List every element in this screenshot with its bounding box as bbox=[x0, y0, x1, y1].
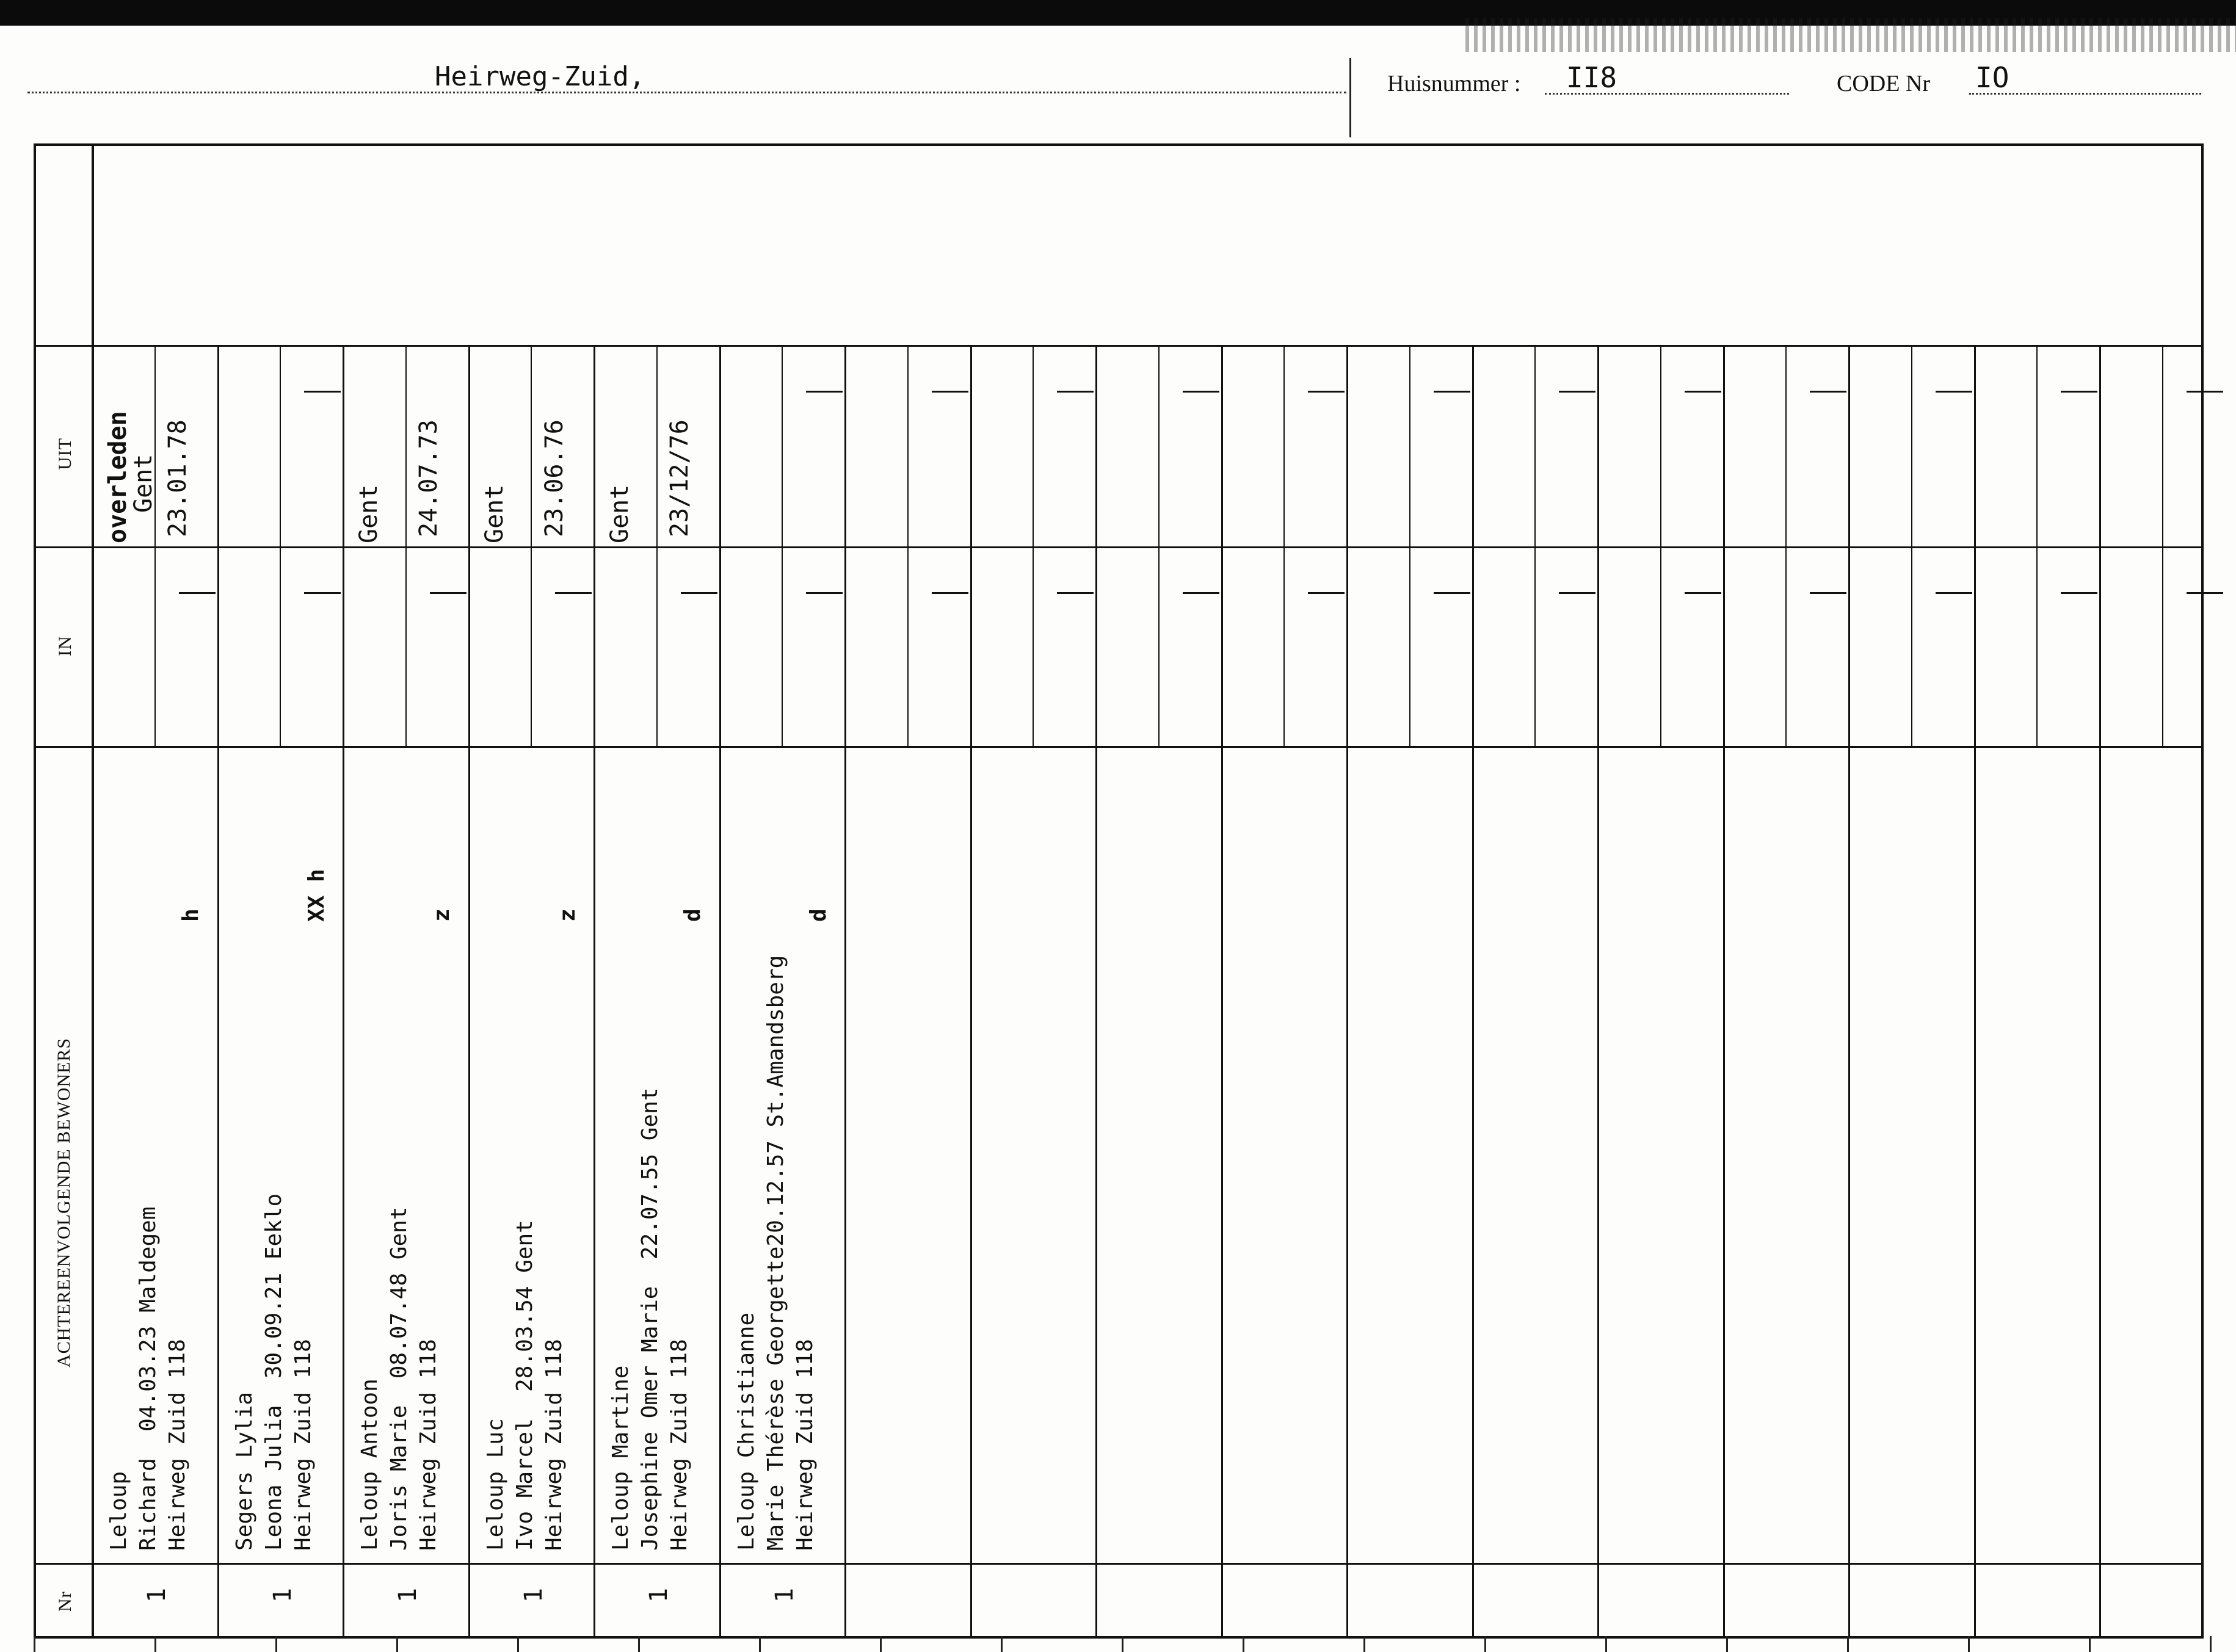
record-nr: 1 bbox=[143, 1587, 172, 1603]
bottom-tick bbox=[2089, 1636, 2091, 1652]
record-nr: 1 bbox=[519, 1587, 548, 1603]
resident-status-code: XX h bbox=[303, 869, 329, 922]
uit-empty-dash bbox=[1559, 391, 1595, 393]
sub-divider bbox=[2162, 345, 2163, 748]
column-divider bbox=[2099, 345, 2101, 1636]
bottom-tick bbox=[517, 1636, 519, 1652]
in-empty-dash bbox=[2061, 592, 2097, 594]
sub-divider bbox=[1158, 345, 1160, 748]
sub-divider bbox=[1911, 345, 1912, 748]
resident-name-line2: Leona Julia 30.09.21 Eeklo bbox=[261, 1193, 286, 1551]
col-header-in: IN bbox=[55, 636, 75, 656]
bottom-tick bbox=[154, 1636, 156, 1652]
resident-name-line2: Josephine Omer Marie 22.07.55 Gent bbox=[637, 1087, 662, 1551]
uit-place: Gent bbox=[480, 484, 509, 543]
row-divider-nr-top bbox=[34, 1563, 2201, 1565]
col-header-residents: ACHTEREENVOLGENDE BEWONERS bbox=[54, 1037, 74, 1368]
bottom-tick bbox=[396, 1636, 398, 1652]
header-dotted-line bbox=[27, 92, 1346, 93]
resident-name-line1: Leloup Christianne bbox=[733, 1312, 759, 1551]
in-empty-dash bbox=[1685, 592, 1721, 594]
resident-address: Heirweg Zuid 118 bbox=[792, 1339, 818, 1551]
uit-empty-dash bbox=[1936, 391, 1972, 393]
resident-address: Heirweg Zuid 118 bbox=[165, 1339, 190, 1551]
sub-divider bbox=[154, 345, 156, 748]
record-nr: 1 bbox=[394, 1587, 423, 1603]
resident-status-code: d bbox=[805, 908, 831, 922]
sub-divider bbox=[531, 345, 532, 748]
table-border-right bbox=[2201, 143, 2204, 1636]
in-empty-dash bbox=[304, 592, 341, 594]
column-divider bbox=[719, 345, 721, 1636]
sub-divider bbox=[280, 345, 281, 748]
resident-name-line2: Richard 04.03.23 Maldegem bbox=[136, 1206, 161, 1551]
col-header-uit: UIT bbox=[55, 438, 75, 470]
resident-status-code: h bbox=[178, 908, 203, 922]
row-divider-res-top bbox=[34, 746, 2201, 748]
uit-empty-dash bbox=[1308, 391, 1345, 393]
bottom-tick bbox=[1605, 1636, 1607, 1652]
bottom-tick bbox=[1484, 1636, 1486, 1652]
row-divider-uit-top bbox=[34, 345, 2201, 347]
column-divider bbox=[1723, 345, 1725, 1636]
resident-name-line1: Segers Lylia bbox=[231, 1391, 257, 1551]
header-separator bbox=[1349, 58, 1351, 137]
label-column-divider bbox=[92, 143, 94, 1636]
uit-date: 23.06.76 bbox=[540, 419, 568, 537]
in-empty-dash bbox=[2187, 592, 2223, 594]
in-empty-dash bbox=[1183, 592, 1219, 594]
uit-place: Gent bbox=[606, 484, 634, 543]
uit-empty-dash bbox=[2061, 391, 2097, 393]
resident-name-line1: Leloup Martine bbox=[608, 1365, 633, 1551]
sub-divider bbox=[1283, 345, 1285, 748]
sub-divider bbox=[907, 345, 909, 748]
bottom-tick bbox=[759, 1636, 761, 1652]
code-label: CODE Nr bbox=[1837, 71, 1931, 96]
column-divider bbox=[217, 345, 219, 1636]
house-number-value: II8 bbox=[1566, 61, 1617, 94]
uit-empty-dash bbox=[1057, 391, 1094, 393]
record-nr: 1 bbox=[770, 1587, 799, 1603]
resident-name-line1: Leloup bbox=[106, 1471, 131, 1551]
house-number-label: Huisnummer : bbox=[1387, 71, 1521, 96]
uit-place: overleden bbox=[104, 411, 132, 543]
sub-divider bbox=[1660, 345, 1661, 748]
sub-divider bbox=[1409, 345, 1410, 748]
uit-date: 24.07.73 bbox=[415, 419, 443, 537]
resident-address: Heirweg Zuid 118 bbox=[541, 1339, 567, 1551]
column-divider bbox=[1974, 345, 1976, 1636]
uit-empty-dash bbox=[932, 391, 968, 393]
uit-empty-dash bbox=[1810, 391, 1846, 393]
column-divider bbox=[1472, 345, 1474, 1636]
uit-date: 23/12/76 bbox=[666, 419, 694, 537]
scan-noise bbox=[1465, 18, 2236, 52]
bottom-tick bbox=[34, 1636, 35, 1652]
table-border-bottom bbox=[34, 1636, 2204, 1639]
code-line bbox=[1969, 93, 2201, 95]
bottom-tick bbox=[1001, 1636, 1003, 1652]
col-header-nr: Nr bbox=[55, 1591, 75, 1612]
bottom-tick bbox=[638, 1636, 640, 1652]
table-border-left bbox=[34, 143, 36, 1636]
resident-name-line1: Leloup Luc bbox=[482, 1418, 508, 1551]
column-divider bbox=[1597, 345, 1599, 1636]
resident-name-line2: Ivo Marcel 28.03.54 Gent bbox=[512, 1220, 537, 1551]
bottom-tick bbox=[1122, 1636, 1123, 1652]
resident-status-code: z bbox=[554, 908, 580, 922]
uit-empty-dash bbox=[1685, 391, 1721, 393]
sub-divider bbox=[405, 345, 407, 748]
column-divider bbox=[1095, 345, 1097, 1636]
uit-date: 23.01.78 bbox=[164, 419, 192, 537]
in-empty-dash bbox=[1434, 592, 1470, 594]
column-divider bbox=[593, 345, 595, 1636]
uit-empty-dash bbox=[1434, 391, 1470, 393]
bottom-tick bbox=[275, 1636, 277, 1652]
column-divider bbox=[343, 345, 344, 1636]
bottom-tick bbox=[2210, 1636, 2212, 1652]
code-value: IO bbox=[1975, 61, 2009, 94]
resident-name-line2: Joris Marie 08.07.48 Gent bbox=[387, 1206, 412, 1551]
bottom-tick bbox=[1363, 1636, 1365, 1652]
sub-divider bbox=[2036, 345, 2038, 748]
in-empty-dash bbox=[1308, 592, 1345, 594]
bottom-tick bbox=[1243, 1636, 1244, 1652]
sub-divider bbox=[782, 345, 783, 748]
resident-address: Heirweg Zuid 118 bbox=[416, 1339, 441, 1551]
bottom-tick bbox=[880, 1636, 882, 1652]
resident-name-line1: Leloup Antoon bbox=[357, 1378, 382, 1551]
in-empty-dash bbox=[555, 592, 592, 594]
resident-status-code: d bbox=[680, 908, 705, 922]
resident-address: Heirweg Zuid 118 bbox=[667, 1339, 692, 1551]
column-divider bbox=[1346, 345, 1348, 1636]
sub-divider bbox=[1033, 345, 1034, 748]
column-divider bbox=[468, 345, 470, 1636]
in-empty-dash bbox=[179, 592, 216, 594]
sub-divider bbox=[1785, 345, 1787, 748]
house-number-line bbox=[1545, 93, 1789, 95]
in-empty-dash bbox=[1559, 592, 1595, 594]
in-empty-dash bbox=[1810, 592, 1846, 594]
record-nr: 1 bbox=[268, 1587, 297, 1603]
uit-empty-dash bbox=[304, 391, 341, 393]
bottom-tick bbox=[1968, 1636, 1970, 1652]
column-divider bbox=[1848, 345, 1850, 1636]
street-name: Heirweg-Zuid, bbox=[435, 61, 645, 92]
bottom-tick bbox=[1847, 1636, 1849, 1652]
table-border-top bbox=[34, 143, 2201, 146]
bottom-tick bbox=[1726, 1636, 1728, 1652]
uit-empty-dash bbox=[806, 391, 843, 393]
sub-divider bbox=[656, 345, 658, 748]
uit-place-detail: Gent bbox=[129, 454, 158, 513]
resident-name-line2: Marie Thérèse Georgette20.12.57 St.Amandsberg bbox=[763, 955, 788, 1551]
uit-empty-dash bbox=[1183, 391, 1219, 393]
resident-address: Heirweg Zuid 118 bbox=[290, 1339, 316, 1551]
in-empty-dash bbox=[430, 592, 466, 594]
in-empty-dash bbox=[681, 592, 717, 594]
row-divider-in-top bbox=[34, 546, 2201, 548]
in-empty-dash bbox=[806, 592, 843, 594]
column-divider bbox=[844, 345, 846, 1636]
column-divider bbox=[970, 345, 972, 1636]
column-divider bbox=[1221, 345, 1223, 1636]
in-empty-dash bbox=[1057, 592, 1094, 594]
sub-divider bbox=[1534, 345, 1536, 748]
uit-place: Gent bbox=[355, 484, 383, 543]
uit-empty-dash bbox=[2187, 391, 2223, 393]
in-empty-dash bbox=[932, 592, 968, 594]
record-nr: 1 bbox=[645, 1587, 673, 1603]
in-empty-dash bbox=[1936, 592, 1972, 594]
resident-status-code: z bbox=[429, 908, 454, 922]
